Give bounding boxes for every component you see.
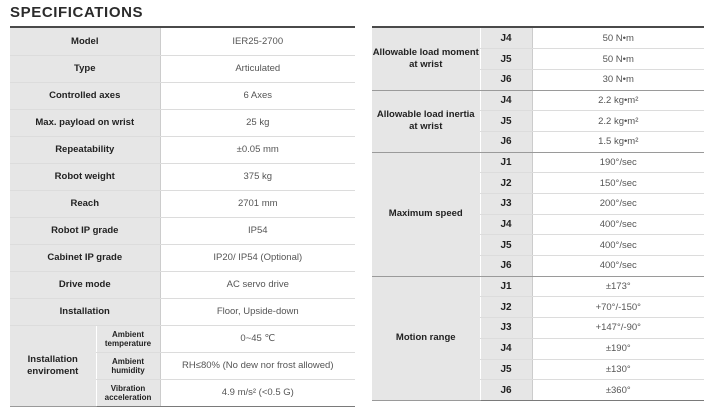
joint-value: 400°/sec bbox=[532, 256, 704, 277]
joint-value: 2.2 kg•m² bbox=[532, 111, 704, 132]
joint-label: J2 bbox=[480, 173, 532, 194]
joint-row bbox=[372, 90, 704, 111]
group-label: Allowable load inertia at wrist bbox=[372, 90, 480, 152]
joint-value: +147°/-90° bbox=[532, 318, 704, 339]
spec-row bbox=[10, 217, 355, 244]
spec-value: Floor, Upside-down bbox=[160, 298, 355, 325]
spec-row bbox=[10, 190, 355, 217]
joint-label: J4 bbox=[480, 90, 532, 111]
environment-value: 4.9 m/s² (<0.5 G) bbox=[160, 379, 355, 406]
environment-row bbox=[10, 325, 355, 352]
spec-value: 2701 mm bbox=[160, 190, 355, 217]
spec-row bbox=[10, 271, 355, 298]
joint-value: +70°/-150° bbox=[532, 297, 704, 318]
spec-value: IP20/ IP54 (Optional) bbox=[160, 244, 355, 271]
spec-row bbox=[10, 163, 355, 190]
environment-sub-label: Vibration acceleration bbox=[96, 379, 160, 406]
joint-value: ±190° bbox=[532, 338, 704, 359]
joint-label: J6 bbox=[480, 131, 532, 152]
spec-value: 25 kg bbox=[160, 109, 355, 136]
joint-label: J5 bbox=[480, 235, 532, 256]
spec-value: Articulated bbox=[160, 55, 355, 82]
joint-label: J1 bbox=[480, 276, 532, 297]
joint-label: J4 bbox=[480, 338, 532, 359]
joint-value: 30 N•m bbox=[532, 69, 704, 90]
joint-label: J5 bbox=[480, 111, 532, 132]
spec-value: AC servo drive bbox=[160, 271, 355, 298]
spec-row bbox=[10, 82, 355, 109]
environment-sub-label: Ambient temperature bbox=[96, 325, 160, 352]
joint-label: J6 bbox=[480, 256, 532, 277]
spec-label: Model bbox=[10, 28, 160, 55]
joint-value: ±130° bbox=[532, 359, 704, 380]
spec-label: Max. payload on wrist bbox=[10, 109, 160, 136]
joint-label: J6 bbox=[480, 69, 532, 90]
joint-label: J3 bbox=[480, 194, 532, 215]
joint-value: ±360° bbox=[532, 380, 704, 401]
spec-label: Cabinet IP grade bbox=[10, 244, 160, 271]
joint-value: 150°/sec bbox=[532, 173, 704, 194]
spec-label: Installation bbox=[10, 298, 160, 325]
joint-row bbox=[372, 152, 704, 173]
spec-label: Controlled axes bbox=[10, 82, 160, 109]
spec-value: ±0.05 mm bbox=[160, 136, 355, 163]
joint-value: 2.2 kg•m² bbox=[532, 90, 704, 111]
joint-label: J1 bbox=[480, 152, 532, 173]
environment-label: Installation enviroment bbox=[10, 325, 96, 406]
group-label: Motion range bbox=[372, 276, 480, 400]
spec-row bbox=[10, 244, 355, 271]
environment-sub-label: Ambient humidity bbox=[96, 352, 160, 379]
joint-row bbox=[372, 276, 704, 297]
spec-label: Type bbox=[10, 55, 160, 82]
group-label: Maximum speed bbox=[372, 152, 480, 276]
joint-label: J5 bbox=[480, 359, 532, 380]
joint-label: J5 bbox=[480, 49, 532, 70]
joint-value: 400°/sec bbox=[532, 235, 704, 256]
joint-label: J6 bbox=[480, 380, 532, 401]
joint-label: J3 bbox=[480, 318, 532, 339]
spec-label: Robot weight bbox=[10, 163, 160, 190]
spec-row bbox=[10, 55, 355, 82]
spec-row bbox=[10, 136, 355, 163]
joint-value: 1.5 kg•m² bbox=[532, 131, 704, 152]
joint-row bbox=[372, 28, 704, 49]
joint-value: 200°/sec bbox=[532, 194, 704, 215]
right-spec-table bbox=[372, 28, 704, 401]
environment-value: 0~45 ℃ bbox=[160, 325, 355, 352]
spec-value: 375 kg bbox=[160, 163, 355, 190]
spec-row bbox=[10, 109, 355, 136]
spec-value: IP54 bbox=[160, 217, 355, 244]
group-label: Allowable load moment at wrist bbox=[372, 28, 480, 90]
spec-label: Reach bbox=[10, 190, 160, 217]
joint-label: J4 bbox=[480, 214, 532, 235]
left-spec-table bbox=[10, 28, 355, 407]
joint-label: J2 bbox=[480, 297, 532, 318]
spec-label: Repeatability bbox=[10, 136, 160, 163]
spec-row bbox=[10, 28, 355, 55]
joint-value: ±173° bbox=[532, 276, 704, 297]
joint-value: 190°/sec bbox=[532, 152, 704, 173]
spec-label: Robot IP grade bbox=[10, 217, 160, 244]
spec-value: 6 Axes bbox=[160, 82, 355, 109]
spec-value: IER25-2700 bbox=[160, 28, 355, 55]
environment-value: RH≤80% (No dew nor frost allowed) bbox=[160, 352, 355, 379]
spec-label: Drive mode bbox=[10, 271, 160, 298]
page-title: SPECIFICATIONS bbox=[10, 4, 144, 21]
joint-value: 50 N•m bbox=[532, 28, 704, 49]
joint-value: 50 N•m bbox=[532, 49, 704, 70]
joint-value: 400°/sec bbox=[532, 214, 704, 235]
spec-row bbox=[10, 298, 355, 325]
joint-label: J4 bbox=[480, 28, 532, 49]
